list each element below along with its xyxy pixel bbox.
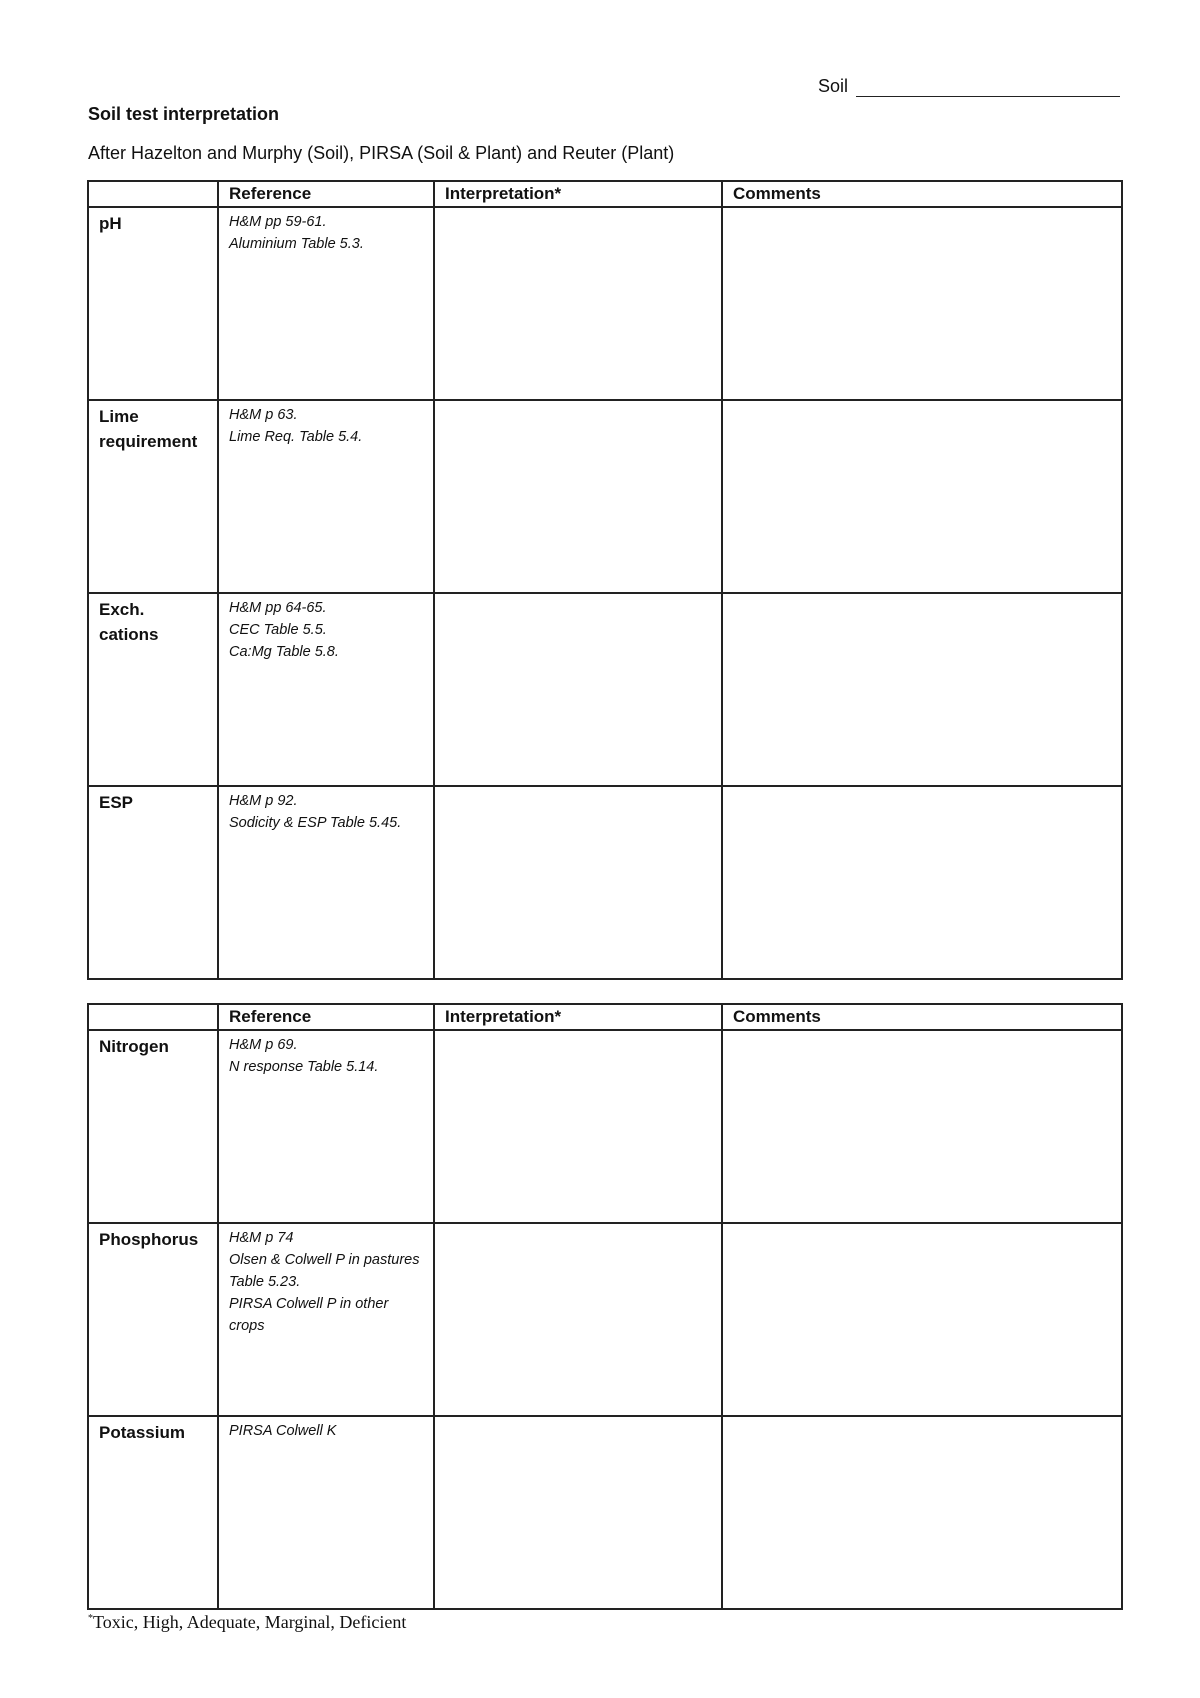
comments-cell[interactable] xyxy=(722,1223,1122,1416)
page-title: Soil test interpretation xyxy=(88,104,280,124)
reference-line: Aluminium Table 5.3. xyxy=(229,236,364,252)
header-parameter xyxy=(88,181,218,207)
reference-line: CEC Table 5.5. xyxy=(229,622,327,638)
reference-line: H&M p 74 xyxy=(229,1230,294,1246)
parameter-cell: ESP xyxy=(88,786,218,979)
reference-line: H&M pp 59-61. xyxy=(229,214,327,230)
table-header-row xyxy=(88,1004,1122,1030)
table-row-esp xyxy=(88,786,1122,979)
comments-cell[interactable] xyxy=(722,1030,1122,1223)
table-header-row xyxy=(88,181,1122,207)
comments-cell[interactable] xyxy=(722,400,1122,593)
comments-cell[interactable] xyxy=(722,207,1122,400)
table-row-lime-requirement xyxy=(88,400,1122,593)
table-row-phosphorus xyxy=(88,1223,1122,1416)
reference-line: PIRSA Colwell P in other crops xyxy=(229,1296,389,1334)
page-subtitle: After Hazelton and Murphy (Soil), PIRSA (Soil & Plant) and Reuter (Plant) xyxy=(88,143,675,163)
reference-line: H&M p 63. xyxy=(229,407,298,423)
parameter-cell: Exch. cations xyxy=(88,593,218,786)
footnote-marker: * xyxy=(88,1613,93,1624)
soil-label: Soil xyxy=(818,76,849,96)
reference-cell xyxy=(218,786,434,979)
header-comments: Comments xyxy=(722,1004,1122,1030)
header-reference: Reference xyxy=(218,181,434,207)
reference-line: Lime Req. Table 5.4. xyxy=(229,429,363,445)
footnote xyxy=(88,1612,406,1633)
reference-cell xyxy=(218,593,434,786)
footnote-text: Toxic, High, Adequate, Marginal, Deficient xyxy=(93,1612,407,1632)
reference-line: PIRSA Colwell K xyxy=(229,1423,337,1439)
table-row-ph xyxy=(88,207,1122,400)
interpretation-cell[interactable] xyxy=(434,1416,722,1609)
parameter-cell: Potassium xyxy=(88,1416,218,1609)
comments-cell[interactable] xyxy=(722,593,1122,786)
reference-line: H&M p 92. xyxy=(229,793,298,809)
interpretation-cell[interactable] xyxy=(434,593,722,786)
header-comments: Comments xyxy=(722,181,1122,207)
interpretation-cell[interactable] xyxy=(434,400,722,593)
interpretation-cell[interactable] xyxy=(434,1030,722,1223)
parameter-cell: Lime requirement xyxy=(88,400,218,593)
reference-cell xyxy=(218,1223,434,1416)
reference-cell xyxy=(218,207,434,400)
comments-cell[interactable] xyxy=(722,786,1122,979)
reference-cell xyxy=(218,1030,434,1223)
table-row-potassium xyxy=(88,1416,1122,1609)
reference-line: Sodicity & ESP Table 5.45. xyxy=(229,815,402,831)
header-interpretation: Interpretation* xyxy=(434,1004,722,1030)
soil-interpretation-table-1 xyxy=(87,180,1123,980)
reference-cell xyxy=(218,400,434,593)
parameter-cell: pH xyxy=(88,207,218,400)
reference-line: Olsen & Colwell P in pastures Table 5.23. xyxy=(229,1252,420,1290)
table-row-nitrogen xyxy=(88,1030,1122,1223)
reference-line: N response Table 5.14. xyxy=(229,1059,379,1075)
header-reference: Reference xyxy=(218,1004,434,1030)
reference-cell xyxy=(218,1416,434,1609)
header-interpretation: Interpretation* xyxy=(434,181,722,207)
table-row-exch-cations xyxy=(88,593,1122,786)
soil-interpretation-table-2 xyxy=(87,1003,1123,1610)
reference-line: H&M pp 64-65. xyxy=(229,600,327,616)
soil-name-field[interactable] xyxy=(818,76,1120,97)
parameter-cell: Nitrogen xyxy=(88,1030,218,1223)
header-parameter xyxy=(88,1004,218,1030)
interpretation-cell[interactable] xyxy=(434,207,722,400)
reference-line: Ca:Mg Table 5.8. xyxy=(229,644,339,660)
parameter-cell: Phosphorus xyxy=(88,1223,218,1416)
reference-line: H&M p 69. xyxy=(229,1037,298,1053)
soil-name-blank-line[interactable] xyxy=(856,76,1120,97)
interpretation-cell[interactable] xyxy=(434,786,722,979)
interpretation-cell[interactable] xyxy=(434,1223,722,1416)
comments-cell[interactable] xyxy=(722,1416,1122,1609)
